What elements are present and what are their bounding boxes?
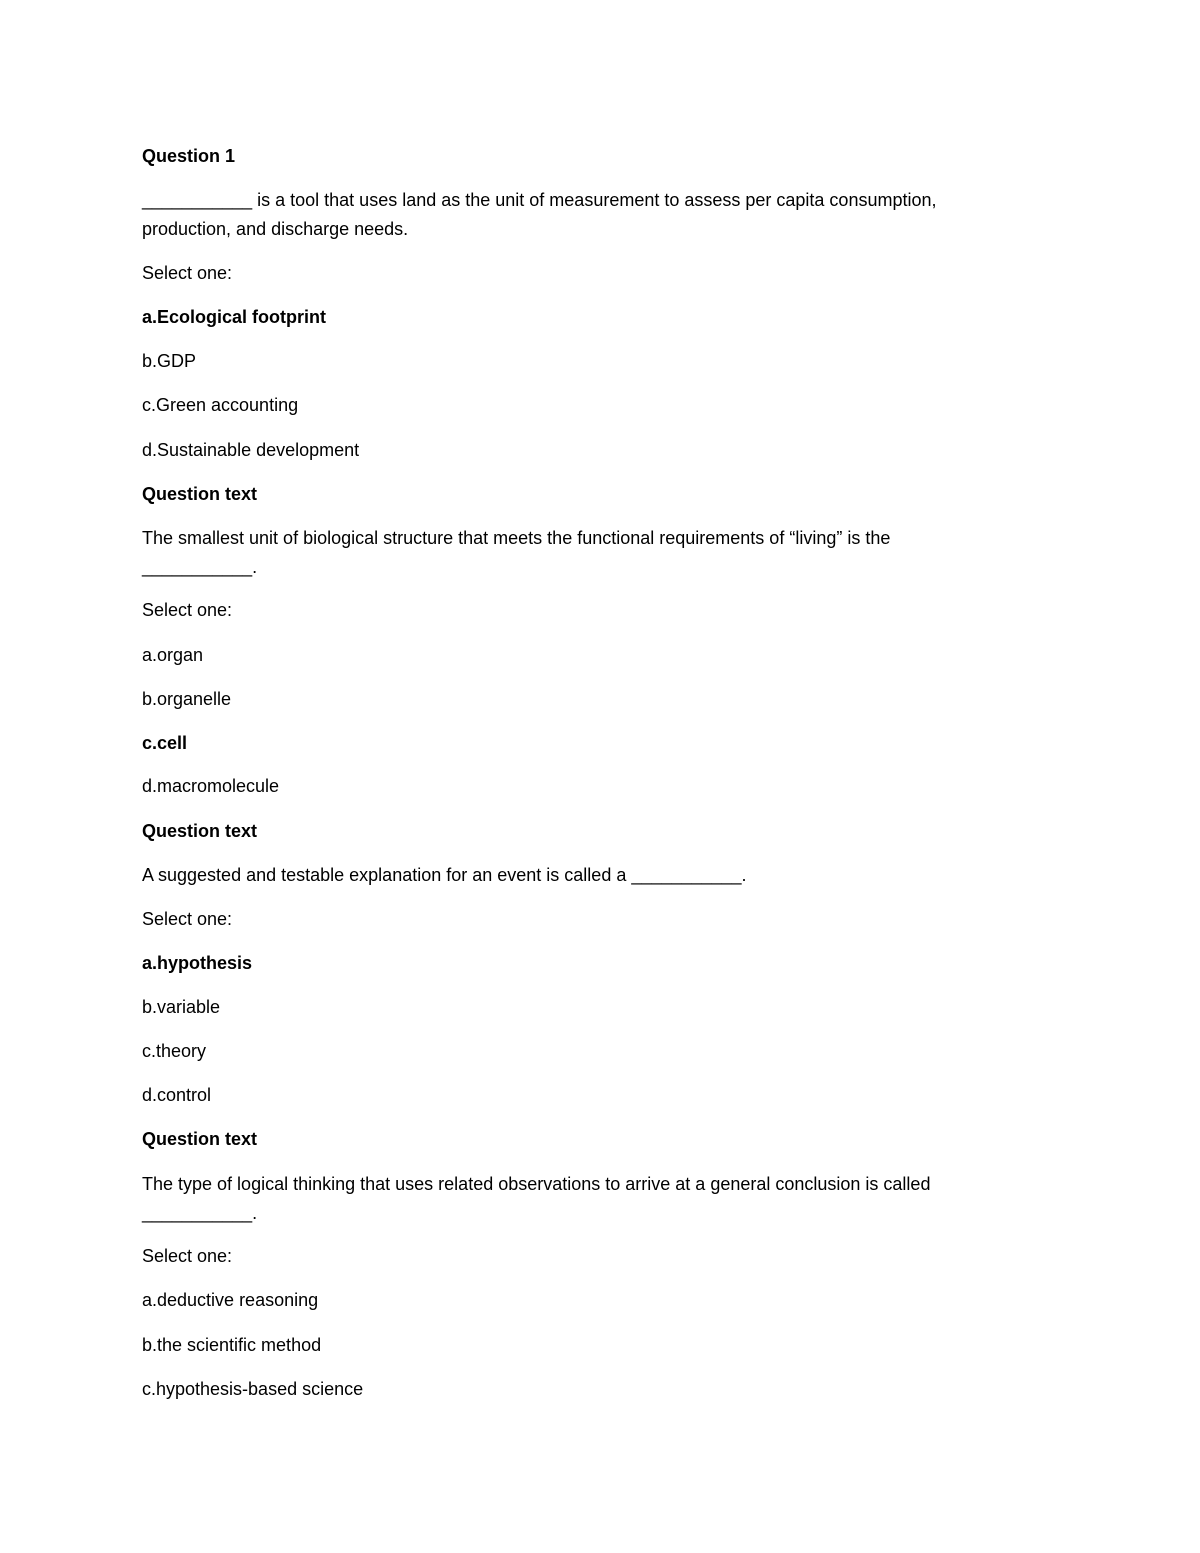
question-1-option-a: a.Ecological footprint bbox=[142, 307, 327, 327]
question-1-text-line-1: ___________ is a tool that uses land as the unit of measurement to assess per capita consumption, bbox=[142, 190, 937, 210]
question-2-select-label: Select one: bbox=[142, 600, 233, 620]
question-1-heading: Question 1 bbox=[142, 146, 236, 166]
question-4-option-c: c.hypothesis-based science bbox=[142, 1379, 364, 1399]
question-3-option-a: a.hypothesis bbox=[142, 953, 253, 973]
question-2-text-line-2: ___________. bbox=[142, 557, 258, 577]
question-2-text-line-1: The smallest unit of biological structure that meets the functional requirements of “living” is the bbox=[142, 528, 891, 548]
question-4-heading: Question text bbox=[142, 1129, 258, 1149]
question-4-select-label: Select one: bbox=[142, 1246, 233, 1266]
question-3-option-c: c.theory bbox=[142, 1041, 207, 1061]
question-2-heading: Question text bbox=[142, 484, 258, 504]
question-2-option-b: b.organelle bbox=[142, 689, 232, 709]
question-1-option-b: b.GDP bbox=[142, 351, 197, 371]
question-1-text-line-2: production, and discharge needs. bbox=[142, 219, 409, 239]
question-4-option-b: b.the scientific method bbox=[142, 1335, 322, 1355]
question-3-option-d: d.control bbox=[142, 1085, 212, 1105]
question-2-option-c: c.cell bbox=[142, 733, 188, 753]
question-3-select-label: Select one: bbox=[142, 909, 233, 929]
question-1-option-c: c.Green accounting bbox=[142, 395, 299, 415]
question-4-text-line-2: ___________. bbox=[142, 1203, 258, 1223]
question-2-option-a: a.organ bbox=[142, 645, 204, 665]
question-1-select-label: Select one: bbox=[142, 263, 233, 283]
question-4-option-a: a.deductive reasoning bbox=[142, 1290, 319, 1310]
question-3-heading: Question text bbox=[142, 821, 258, 841]
question-3-option-b: b.variable bbox=[142, 997, 221, 1017]
question-4-text-line-1: The type of logical thinking that uses related observations to arrive at a general conclusion is called bbox=[142, 1174, 931, 1194]
question-1-option-d: d.Sustainable development bbox=[142, 440, 360, 460]
question-2-option-d: d.macromolecule bbox=[142, 776, 280, 796]
question-3-text-line-1: A suggested and testable explanation for an event is called a ___________. bbox=[142, 865, 747, 885]
